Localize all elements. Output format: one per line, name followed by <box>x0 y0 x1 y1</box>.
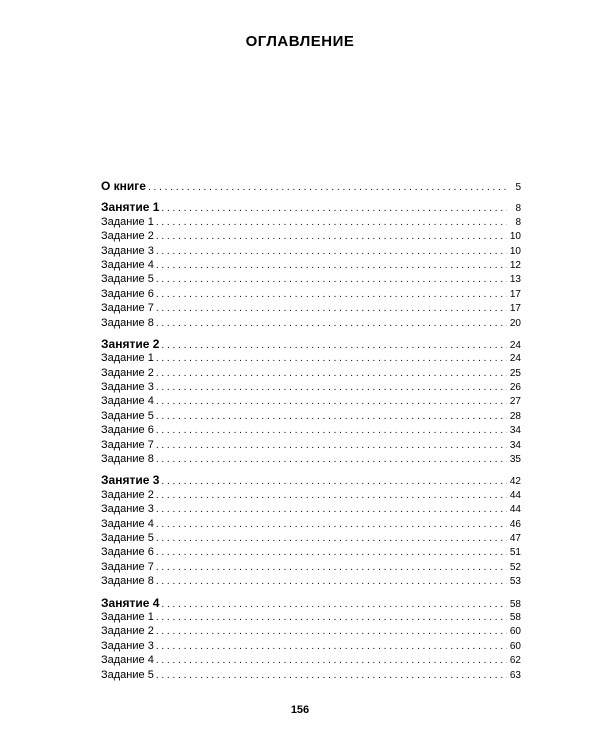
toc-entry-row <box>101 316 521 330</box>
toc-entry-row <box>101 668 521 682</box>
toc-entry-row <box>101 301 521 315</box>
toc-entry-row <box>101 653 521 667</box>
page-number: 156 <box>290 704 310 716</box>
toc-entry-label: Задание 8 <box>101 316 154 329</box>
toc-page-number: 51 <box>509 547 521 559</box>
toc-entry-label: Задание 7 <box>101 438 154 451</box>
toc-page-number: 25 <box>509 367 521 379</box>
toc-entry-row <box>101 545 521 559</box>
toc-page-number: 8 <box>515 203 521 215</box>
toc-entry-label: Задание 6 <box>101 287 154 300</box>
toc-gap <box>101 466 521 473</box>
toc-leader-dots <box>156 561 507 575</box>
toc-page-number: 58 <box>509 598 521 610</box>
toc-entry-row <box>101 531 521 545</box>
toc-leader-dots <box>156 654 507 668</box>
toc-leader-dots <box>161 598 507 612</box>
toc-page-number: 17 <box>509 303 521 315</box>
toc-entry-label: Задание 3 <box>101 244 154 257</box>
toc-leader-dots <box>156 216 507 230</box>
toc-section-row <box>101 473 521 487</box>
toc-entry-row <box>101 610 521 624</box>
toc-entry-label: Задание 2 <box>101 625 154 638</box>
toc-entry-row <box>101 287 521 301</box>
toc-entry-label: Задание 8 <box>101 575 154 588</box>
toc-page-number: 27 <box>509 396 521 408</box>
toc-page-number: 5 <box>515 182 521 193</box>
toc-page-number: 10 <box>509 231 521 243</box>
toc-entry-row <box>101 438 521 452</box>
toc-page-number: 10 <box>509 245 521 257</box>
toc-entry-row <box>101 639 521 653</box>
toc-entry-label: Задание 5 <box>101 409 154 422</box>
toc-leader-dots <box>156 302 507 316</box>
toc-page-number: 58 <box>509 611 521 623</box>
toc-page-number: 44 <box>509 504 521 516</box>
toc-page-number: 53 <box>509 576 521 588</box>
toc-leader-dots <box>156 625 507 639</box>
toc-entry-row <box>101 272 521 286</box>
toc-entry-label: Задание 3 <box>101 639 154 652</box>
toc-page-number: 62 <box>509 655 521 667</box>
toc-entry-label: Задание 4 <box>101 517 154 530</box>
toc-entry-label: Занятие 2 <box>101 336 160 351</box>
toc-entry-label: Задание 2 <box>101 230 154 243</box>
toc-entry-row <box>101 351 521 365</box>
toc-entry-row <box>101 517 521 531</box>
toc-entry-row <box>101 380 521 394</box>
toc-page-number: 34 <box>509 439 521 451</box>
toc-leader-dots <box>156 352 507 366</box>
toc-entry-label: Занятие 4 <box>101 595 160 610</box>
toc-page-number: 24 <box>509 339 521 351</box>
toc-leader-dots <box>156 518 507 532</box>
toc-page-number: 26 <box>509 382 521 394</box>
toc-leader-dots <box>156 395 507 409</box>
toc-leader-dots <box>156 317 507 331</box>
toc-leader-dots <box>161 202 507 216</box>
toc-entry-label: Задание 4 <box>101 654 154 667</box>
toc-page-number: 52 <box>509 561 521 573</box>
toc-section-row <box>101 200 521 214</box>
toc-entry-row <box>101 244 521 258</box>
toc-entry-row <box>101 409 521 423</box>
toc-leader-dots <box>156 439 507 453</box>
toc-entry-row <box>101 574 521 588</box>
toc-entry-row <box>101 624 521 638</box>
toc-leader-dots <box>156 245 507 259</box>
toc-page-number: 47 <box>509 532 521 544</box>
toc-entry-row <box>101 394 521 408</box>
toc-leader-dots <box>156 489 507 503</box>
toc-page-number: 20 <box>509 317 521 329</box>
page-title: ОГЛАВЛЕНИЕ <box>245 33 355 50</box>
toc-leader-dots <box>156 546 507 560</box>
toc-leader-dots <box>156 410 507 424</box>
toc-leader-dots <box>156 273 507 287</box>
toc-leader-dots <box>156 503 507 517</box>
toc-leader-dots <box>156 611 507 625</box>
toc-gap <box>101 330 521 337</box>
toc-page-number: 60 <box>509 626 521 638</box>
toc-page-number: 28 <box>509 410 521 422</box>
toc-entry-row <box>101 452 521 466</box>
toc-leader-dots <box>156 640 507 654</box>
toc-page-number: 24 <box>509 353 521 365</box>
toc-page-number: 42 <box>509 476 521 488</box>
toc-leader-dots <box>156 381 507 395</box>
toc-entry-label: Задание 2 <box>101 366 154 379</box>
toc-page-number: 46 <box>509 518 521 530</box>
toc-page-number: 12 <box>509 259 521 271</box>
toc-entry-label: Задание 5 <box>101 273 154 286</box>
toc-entry-label: Задание 1 <box>101 610 154 623</box>
toc-entry-label: Задание 7 <box>101 302 154 315</box>
toc-entry-label: Задание 4 <box>101 258 154 271</box>
toc-page-number: 8 <box>515 216 521 228</box>
toc-entry-row <box>101 560 521 574</box>
toc-entry-row <box>101 258 521 272</box>
table-of-contents <box>101 179 521 682</box>
toc-leader-dots <box>156 288 507 302</box>
toc-entry-label: Задание 6 <box>101 546 154 559</box>
toc-entry-label: Занятие 1 <box>101 200 160 215</box>
toc-leader-dots <box>156 367 507 381</box>
toc-entry-label: Задание 6 <box>101 424 154 437</box>
toc-entry-row <box>101 423 521 437</box>
toc-section-row <box>101 596 521 610</box>
toc-entry-row <box>101 488 521 502</box>
toc-leader-dots <box>156 424 507 438</box>
toc-page-number: 35 <box>509 454 521 466</box>
toc-leader-dots <box>156 259 507 273</box>
toc-entry-label: Задание 5 <box>101 668 154 681</box>
toc-entry-label: Задание 3 <box>101 503 154 516</box>
toc-entry-label: Задание 1 <box>101 215 154 228</box>
toc-page-number: 44 <box>509 489 521 501</box>
toc-entry-label: Занятие 3 <box>101 473 160 488</box>
toc-leader-dots <box>156 532 507 546</box>
toc-entry-label: Задание 4 <box>101 395 154 408</box>
toc-entry-label: О книге <box>101 179 146 193</box>
toc-page-number: 63 <box>509 669 521 681</box>
toc-leader-dots <box>148 181 507 195</box>
toc-page-number: 60 <box>509 640 521 652</box>
toc-leader-dots <box>161 339 507 353</box>
toc-leader-dots <box>156 669 507 683</box>
toc-entry-label: Задание 2 <box>101 488 154 501</box>
toc-leader-dots <box>161 475 507 489</box>
toc-entry-row <box>101 366 521 380</box>
toc-entry-row <box>101 215 521 229</box>
toc-entry-row <box>101 502 521 516</box>
toc-leader-dots <box>156 230 507 244</box>
toc-gap <box>101 589 521 596</box>
toc-entry-label: Задание 7 <box>101 560 154 573</box>
toc-entry-label: Задание 3 <box>101 381 154 394</box>
toc-leader-dots <box>156 575 507 589</box>
toc-page-number: 34 <box>509 425 521 437</box>
toc-section-row <box>101 179 521 193</box>
toc-section-row <box>101 337 521 351</box>
toc-leader-dots <box>156 453 507 467</box>
toc-entry-label: Задание 8 <box>101 453 154 466</box>
toc-entry-row <box>101 229 521 243</box>
toc-page-number: 13 <box>509 274 521 286</box>
toc-entry-label: Задание 5 <box>101 531 154 544</box>
toc-page-number: 17 <box>509 288 521 300</box>
toc-entry-label: Задание 1 <box>101 352 154 365</box>
